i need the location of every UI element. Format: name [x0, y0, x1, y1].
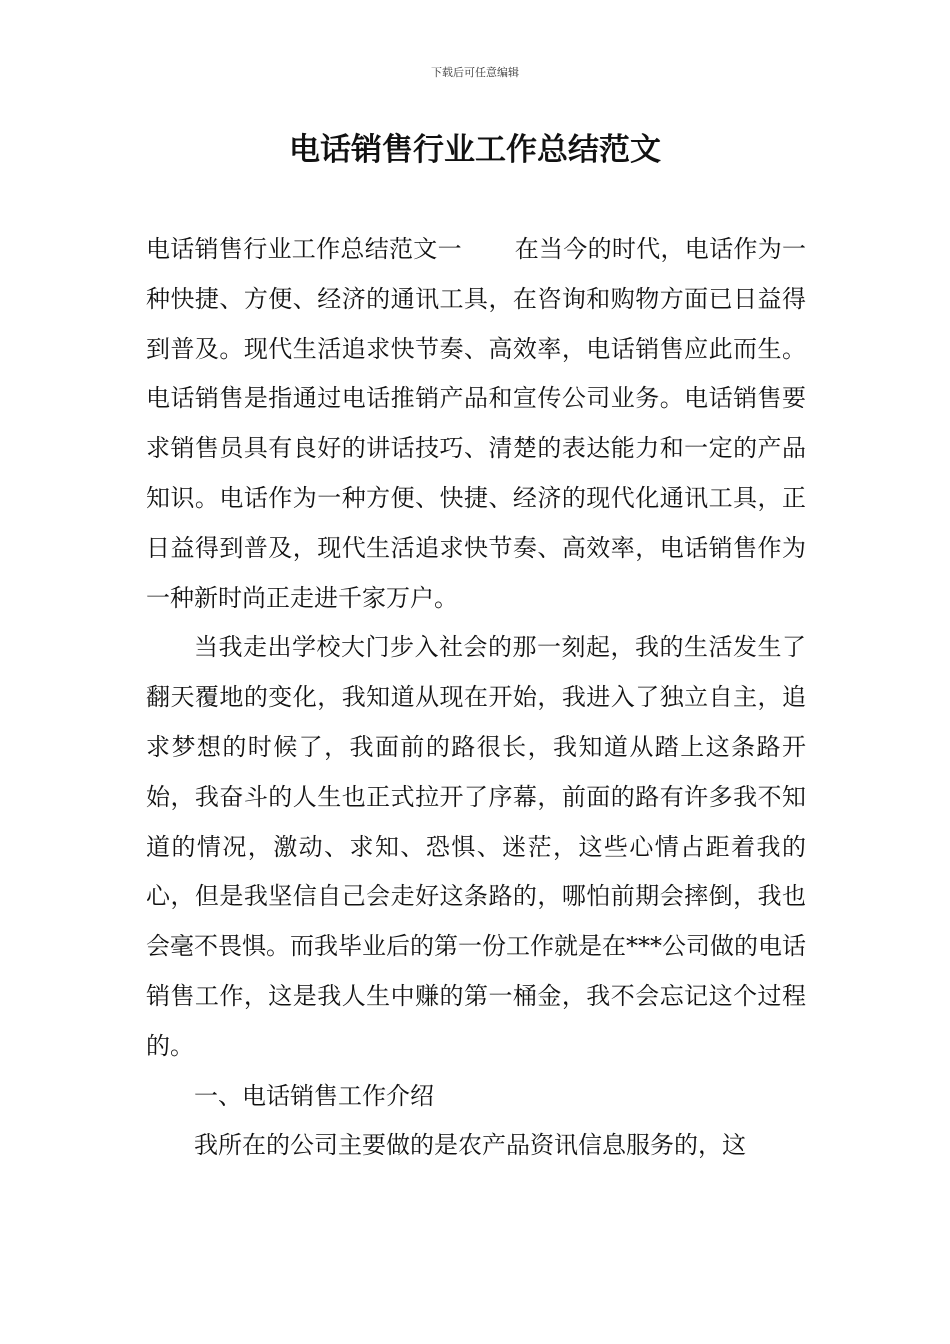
paragraph-3: 我所在的公司主要做的是农产品资讯信息服务的，这 — [194, 1131, 746, 1160]
document-title: 电话销售行业工作总结范文 — [289, 132, 661, 168]
header-note: 下载后可任意编辑 — [431, 66, 519, 79]
paragraph-2: 当我走出学校大门步入社会的那一刻起，我的生活发生了翻天覆地的变化，我知道从现在开始，我进入了独立自主，追求梦想的时候了，我面前的路很长，我知道从踏上这条路开始，我奋斗的人生也正式拉开了序幕，前面的路有许多我不知道的情况，激动、求知、恐惧、迷茫，这些心情占距着我的心，但是我坚信自己会走好这条路的，哪怕前期会摔倒，我也会毫不畏惧。而我毕业后的第一份工作就是在***公司做的电话销售工作，这是我人生中赚的第一桶金，我不会忘记这个过程的。 — [146, 633, 806, 1060]
document-body — [146, 225, 806, 1171]
paragraph-1 — [146, 225, 806, 623]
paragraph-1-lead-label: 电话销售行业工作总结范文一 — [146, 235, 462, 263]
paragraph-1-text: 在当今的时代，电话作为一种快捷、方便、经济的通讯工具，在咨询和购物方面已日益得到普及。现代生活追求快节奏、高效率，电话销售应此而生。电话销售是指通过电话推销产品和宣传公司业务。电话销售要求销售员具有良好的讲话技巧、清楚的表达能力和一定的产品知识。电话作为一种方便、快捷、经济的现代化通讯工具，正日益得到普及，现代生活追求快节奏、高效率，电话销售作为一种新时尚正走进千家万户。 — [146, 235, 807, 612]
section-heading-1: 一、电话销售工作介绍 — [194, 1081, 434, 1110]
